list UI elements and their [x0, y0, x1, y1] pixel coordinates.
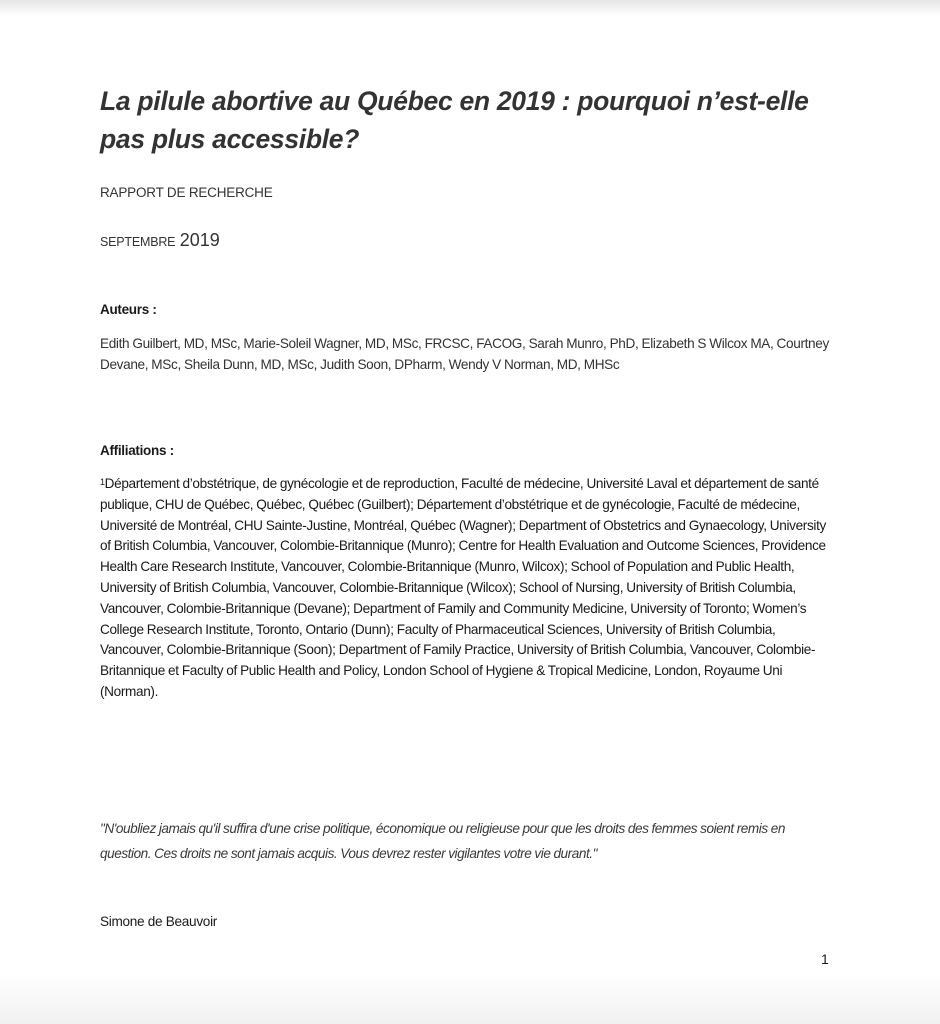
publication-date: [100, 230, 220, 251]
publication-year: 2019: [179, 230, 220, 250]
affiliations-heading: Affiliations :: [100, 443, 174, 458]
authors-list: Edith Guilbert, MD, MSc, Marie-Soleil Wagner, MD, MSc, FRCSC, FACOG, Sarah Munro, PhD, Elizabeth S Wilcox MA, Courtney Devane, MSc, Sheila Dunn, MD, MSc, Judith Soon, DPharm, Wendy V Norman, MD, MHSc: [100, 336, 829, 372]
report-type-label: RAPPORT DE RECHERCHE: [100, 185, 273, 200]
document-title: La pilule abortive au Québec en 2019 : pourquoi n’est-elle pas plus accessible?: [100, 86, 809, 154]
affiliations-paragraph: [100, 474, 835, 703]
authors-heading: Auteurs :: [100, 302, 157, 317]
affiliations-text: Département d’obstétrique, de gynécologie et de reproduction, Faculté de médecine, Université Laval et département de santé publique, CHU de Québec, Québec, Québec (Guilbert); Département d’obstétrique et de gynécologie, Faculté de médecine, Université de Montréal, CHU Sainte-Justine, Montréal, Québec (Wagner); Department of Obstetrics and Gynaecology, University of British Columbia, Vancouver, Colombie-Britannique (Munro); Centre for Health Evaluation and Outcome Sciences, Providence Health Care Research Institute, Vancouver, Colombie-Britannique (Munro, Wilcox); School of Population and Public Health, University of British Columbia, Vancouver, Colombie-Britannique (Wilcox); School of Nursing, University of British Columbia, Vancouver, Colombie-Britannique (Devane); Department of Family and Community Medicine, University of Toronto; Women’s College Research Institute, Toronto, Ontario (Dunn); Faculty of Pharmaceutical Sciences, University of British Columbia, Vancouver, Colombie-Britannique (Soon); Department of Family Practice, University of British Columbia, Vancouver, Colombie-Britannique et Faculty of Public Health and Policy, London School of Hygiene & Tropical Medicine, London, Royaume Uni (Norman).: [100, 476, 826, 699]
epigraph-quote: "N'oubliez jamais qu'il suffira d'une crise politique, économique ou religieuse pour que les droits des femmes soient remis en question. Ces droits ne sont jamais acquis. Vous devrez rester vigilantes votre vie durant.": [100, 821, 785, 861]
epigraph-author: Simone de Beauvoir: [100, 914, 218, 929]
publication-month: SEPTEMBRE: [100, 235, 176, 249]
page-number: 1: [821, 951, 829, 967]
affiliation-superscript: 1: [100, 477, 105, 487]
